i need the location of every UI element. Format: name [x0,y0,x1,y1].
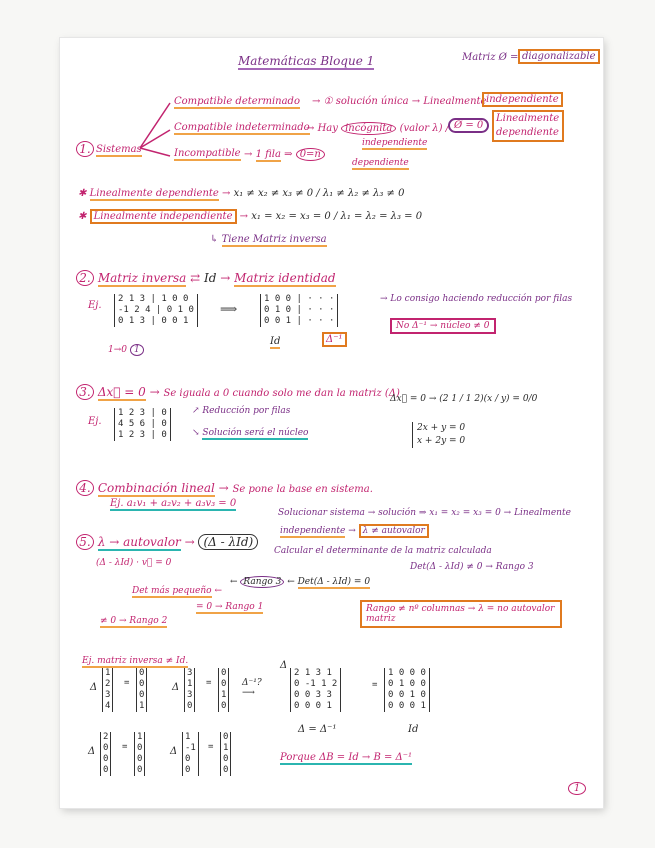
delta-c: Δ [88,746,96,757]
section3-system: 2x + y = 0 x + 2y = 0 [412,422,465,448]
notebook-page [60,38,603,808]
vec-d-res: 0 1 0 0 [220,732,231,776]
section3-right-eq: Δx⃗ = 0 → (2 1 / 1 2)(x / y) = 0/0 [390,394,538,404]
implies-arrow: ⟹ [220,302,238,316]
section3-ej: Ej. [88,416,102,427]
dependence-line2: ✱ Linealmente independiente → x₁ = x₂ = x₃ = 0 / λ₁ = λ₂ = λ₃ = 0 [78,211,423,222]
section1-number: 1. [76,141,94,157]
inverse-label: Δ⁻¹ [322,332,347,347]
branch1-result: → ① solución única → Linealmente [312,96,487,107]
big-matrix: 2 1 3 1 0 -1 1 2 0 0 3 3 0 0 0 1 [290,668,341,712]
section4-heading: 4. Combinación lineal → Se pone la base en sistema. [76,480,373,496]
section2-ej: Ej. [88,300,102,311]
branch2-result: → Hay incógnita (valor λ) / [306,123,450,134]
eq-c: = [122,742,128,752]
vec-a-res: 0 0 0 1 [136,668,147,712]
page-title: Matemáticas Bloque 1 [238,54,375,68]
section5-rank-left: ← Rango 3 ← Det(Δ - λId) = 0 [230,577,371,587]
eq-a: = [124,678,130,688]
section3-note1: ↗ Reducción por filas [192,406,291,416]
vec-c-res: 1 0 0 0 [134,732,145,776]
section3-matrix: 1 2 3 | 0 4 5 6 | 0 1 2 3 | 0 [114,408,171,441]
branch3-label: Incompatible [174,148,241,159]
section5-sub: (Δ - λId) · v⃗ = 0 [96,558,172,568]
identity-matrix: 1 0 0 0 0 1 0 0 0 0 1 0 0 0 0 1 [384,668,430,712]
section5-box: Rango ≠ nº columnas → λ = no autovalor matriz [360,600,562,628]
branch1-box: independiente [482,92,563,107]
delta-d: Δ [170,746,178,757]
branch3-tail1: independiente [362,138,428,148]
eq-d: = [208,742,214,752]
page-number: 1 [568,782,586,795]
section5-b2: Calcular el determinante de la matriz calculada [274,546,492,556]
delta-b: Δ [172,682,180,693]
section3-note2: ↘ Solución será el núcleo [192,428,309,438]
delta-big: Δ [280,660,288,671]
section2-bottom-mark: 1→0 1 [108,344,144,356]
under-label2: Id [408,724,419,735]
vec-b: 3 1 3 0 [184,668,195,712]
branch1-label: Compatible determinado [174,96,300,107]
delta-a: Δ [90,682,98,693]
vec-d: 1 -1 0 0 [182,732,199,776]
branch3-tail2: dependiente [352,158,409,168]
section2-right-matrix: 1 0 0 | · · · 0 1 0 | · · · 0 0 1 | · · · [260,294,338,327]
section2-box: No Δ⁻¹ → núcleo ≠ 0 [390,318,496,334]
porque-line: Porque ΔB = Id → B = Δ⁻¹ [280,752,413,763]
matrix-value-box: diagonalizable [518,49,600,64]
eq-big: = [372,680,378,690]
branch2-label: Compatible indeterminado [174,122,310,133]
section4-example: Ej. a₁v₁ + a₂v₂ + a₃v₃ = 0 [110,498,237,509]
section2-note: → Lo consigo haciendo reducción por filas [380,294,573,304]
inverse-question: Δ⁻¹? ⟶ [242,678,262,698]
section5-det-small: Det más pequeño ← [132,586,222,596]
matrix-label: Matriz Ø = [462,52,519,63]
branch2-right-box: Linealmente dependiente [492,110,564,142]
section1-label: Sistemas [96,144,142,155]
section5-b1: Solucionar sistema → solución ⇒ x₁ = x₂ = x₃ = 0 → Linealmente [278,508,571,518]
under-label1: Δ = Δ⁻¹ [298,724,337,735]
vec-c: 2 0 0 0 [100,732,111,776]
branch3-result: → 1 fila ⇒ 0=n [244,148,325,161]
section5-rango2: ≠ 0 → Rango 2 [100,616,168,626]
branch2-box: Ø = 0 [448,118,489,133]
id-label: Id [270,336,281,347]
dependence-line1: ✱ Linealmente dependiente → x₁ ≠ x₂ ≠ x₃ ≠ 0 / λ₁ ≠ λ₂ ≠ λ₃ ≠ 0 [78,188,405,199]
vec-a: 1 2 3 4 [102,668,113,712]
section3-heading: 3. Δx⃗ = 0 → Se iguala a 0 cuando solo me dan la matriz (Δ) [76,384,400,400]
eq-b: = [206,678,212,688]
vec-b-res: 0 0 1 0 [218,668,229,712]
dependence-line3: ↳ Tiene Matriz inversa [210,234,327,245]
section6-title: Ej. matriz inversa ≠ Id. [82,656,189,666]
section5-det-right: Det(Δ - λId) ≠ 0 → Rango 3 [410,562,534,572]
section5-heading: 5. λ → autovalor → (Δ - λId) [76,534,258,550]
section5-b1b: independiente → λ ≠ autovalor [280,526,429,536]
section5-rango1: = 0 → Rango 1 [196,602,264,612]
section2-left-matrix: 2 1 3 | 1 0 0 -1 2 4 | 0 1 0 0 1 3 | 0 0 1 [114,294,198,327]
section2-heading: 2. Matriz inversa ⇄ Id → Matriz identidad [76,270,336,286]
